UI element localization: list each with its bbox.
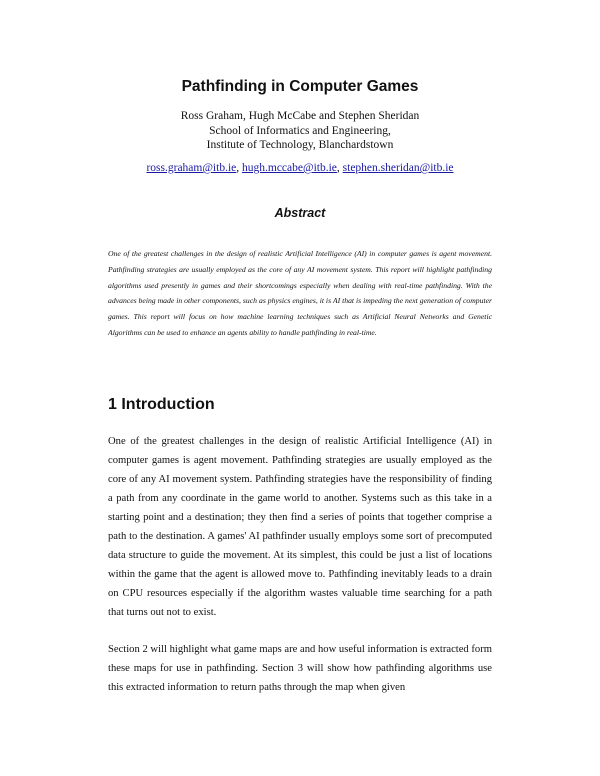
- email-separator: ,: [236, 162, 242, 174]
- intro-paragraph-2: Section 2 will highlight what game maps are and how useful information is extracted form these maps for use in pathfinding. Section 3 will show how pathfinding algorithms use this extracted information to return paths through the map when given: [108, 644, 492, 693]
- section-heading-introduction: 1 Introduction: [108, 396, 215, 413]
- author-names: Ross Graham, Hugh McCabe and Stephen Sheridan: [180, 110, 420, 122]
- author-block: [0, 109, 600, 153]
- abstract-heading: Abstract: [274, 206, 326, 220]
- email-link-graham[interactable]: ross.graham@itb.ie: [146, 162, 237, 174]
- abstract-text: One of the greatest challenges in the design of realistic Artificial Intelligence (AI) in computer games is agent movement. Pathfinding strategies are usually employed as the core of any AI movement system. This report will highlight pathfinding algorithms used presently in games and their shortcomings especially when dealing with real-time pathfinding. With the advances being made in other components, such as physics engines, it is AI that is impeding the next generation of computer games. This report will focus on how machine learning techniques such as Artificial Neural Networks and Genetic Algorithms can be used to enhance an agents ability to handle pathfinding in real-time.: [108, 249, 492, 337]
- email-link-mccabe[interactable]: hugh.mccabe@itb.ie: [242, 162, 337, 174]
- email-link-sheridan[interactable]: stephen.sheridan@itb.ie: [342, 162, 454, 174]
- intro-paragraph-1: One of the greatest challenges in the design of realistic Artificial Intelligence (AI) in computer games is agent movement. Pathfinding strategies are usually employed as the core of any AI movement system. Pathfinding strategies have the responsibility of finding a path from any coordinate in the game world to another. Systems such as this take in a starting point and a destination; they then find a series of points that together comprise a path to the destination. A games' AI pathfinder usually employs some sort of precomputed data structure to guide the movement. At its simplest, this could be just a list of locations within the game that the agent is allowed move to. Pathfinding inevitably leads to a drain on CPU resources especially if the algorithm wastes valuable time searching for a path that turns out not to exist.: [108, 436, 492, 618]
- email-list: [0, 162, 600, 174]
- affiliation-line-1: School of Informatics and Engineering,: [209, 124, 391, 137]
- email-separator: ,: [336, 162, 343, 174]
- affiliation-line-2: Institute of Technology, Blanchardstown: [206, 139, 394, 151]
- paper-title: Pathfinding in Computer Games: [181, 78, 419, 95]
